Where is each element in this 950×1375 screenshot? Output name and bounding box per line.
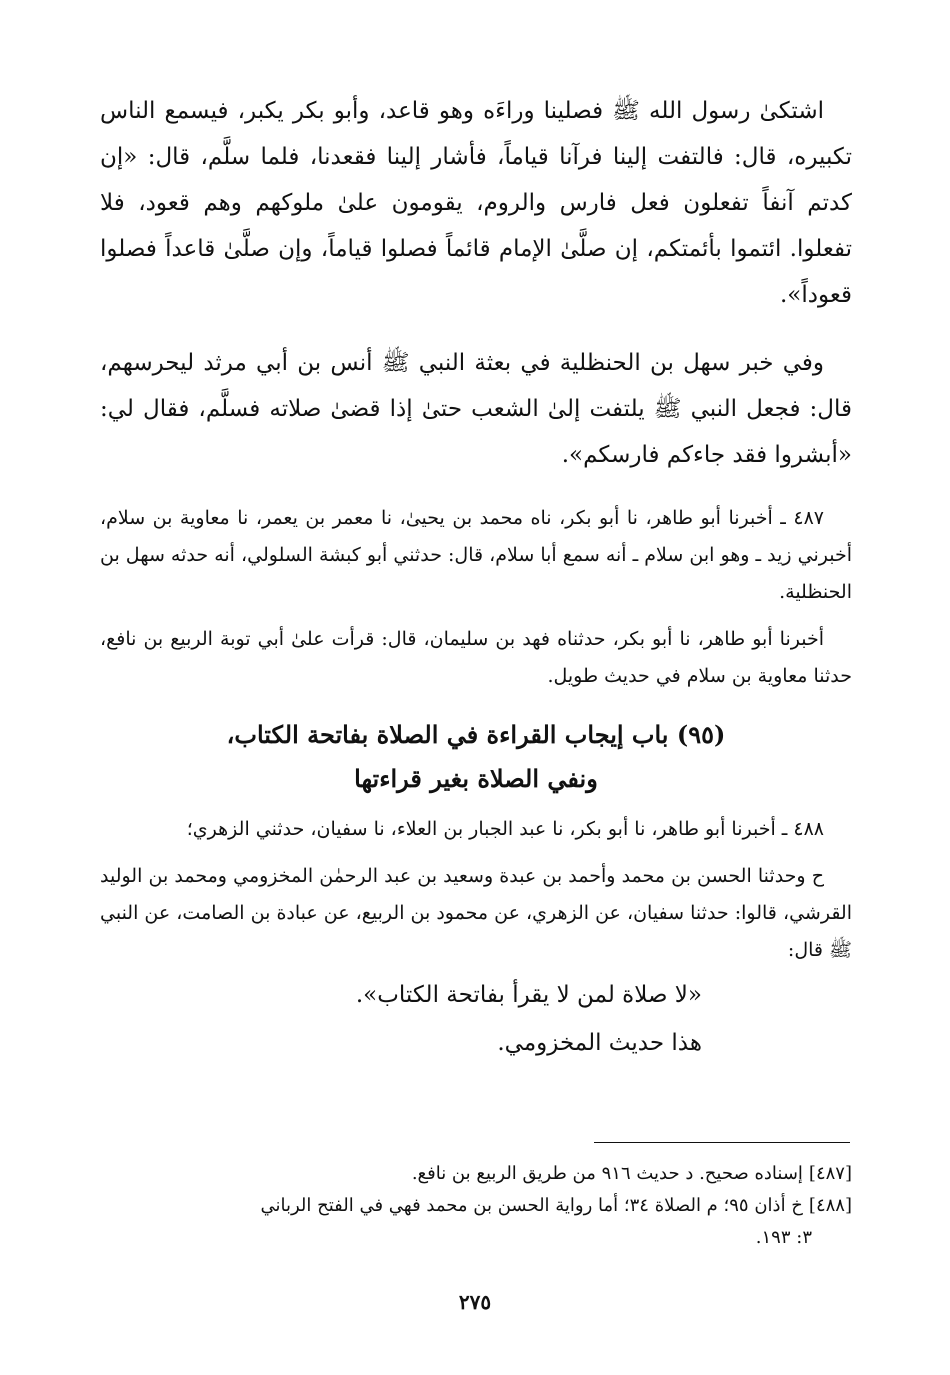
footnote-488 bbox=[100, 1190, 852, 1222]
chapter-heading bbox=[100, 713, 852, 801]
page-body bbox=[100, 88, 852, 1065]
page-number: ٢٧٥ bbox=[458, 1290, 492, 1314]
footnote-488-text: خ أذان ٩٥؛ م الصلاة ٣٤؛ أما رواية الحسن بن محمد فهي في الفتح الرباني bbox=[260, 1195, 803, 1216]
narration-488-second-chain: ح وحدثنا الحسن بن محمد وأحمد بن عبدة وسعيد بن عبد الرحمٰن المخزومي ومحمد بن الوليد القرشي، قالوا: حدثنا سفيان، عن الزهري، عن محمود بن الربيع، عن عبادة بن الصامت، عن النبي ﷺ قال: bbox=[100, 865, 852, 961]
narration-488: ٤٨٨ ـ أخبرنا أبو طاهر، نا أبو بكر، نا عبد الجبار بن العلاء، نا سفيان، حدثني الزهري؛ bbox=[186, 818, 824, 840]
paragraph-main-1: اشتكىٰ رسول الله ﷺ فصلينا وراءَه وهو قاعد، وأبو بكر يكبر، فيسمع الناس تكبيره، قال: فالتفت إلينا فرآنا قياماً، فأشار إلينا فقعدنا، فلما سلَّم، قال: «إن كدتم آنفاً تفعلون فعل فارس والروم، يقومون علىٰ ملوكهم وهم قعود، فلا تفعلوا. ائتموا بأئمتكم، إن صلَّىٰ الإمام قائماً فصلوا قياماً، وإن صلَّىٰ قاعداً فصلوا قعوداً». bbox=[100, 98, 852, 308]
footnote-487-number: [٤٨٧] bbox=[808, 1163, 852, 1184]
chapter-heading-line-1: (٩٥) باب إيجاب القراءة في الصلاة بفاتحة الكتاب، bbox=[226, 720, 726, 749]
footnote-divider bbox=[594, 1142, 850, 1143]
footnote-487 bbox=[100, 1158, 852, 1190]
footnote-488-number: [٤٨٨] bbox=[808, 1195, 852, 1216]
closing-remark: هذا حديث المخزومي. bbox=[497, 1030, 702, 1056]
hadith-text: «لا صلاة لمن لا يقرأ بفاتحة الكتاب». bbox=[355, 982, 702, 1008]
footnotes bbox=[100, 1158, 852, 1254]
paragraph-main-2: وفي خبر سهل بن الحنظلية في بعثة النبي ﷺ أنس بن أبي مرثد ليحرسهم، قال: فجعل النبي ﷺ يلتفت إلىٰ الشعب حتىٰ إذا قضىٰ صلاته فسلَّم، فقال لي: «أبشروا فقد جاءكم فارسكم». bbox=[100, 350, 852, 468]
footnote-487-text: إسناده صحيح. د حديث ٩١٦ من طريق الربيع بن نافع. bbox=[411, 1163, 803, 1184]
narration-487: ٤٨٧ ـ أخبرنا أبو طاهر، نا أبو بكر، ناه محمد بن يحيىٰ، نا معمر بن يعمر، نا معاوية بن سلام، أخبرني زيد ـ وهو ابن سلام ـ أنه سمع أبا سلام، قال: حدثني أبو كبشة السلولي، أنه حدثه سهل بن الحنظلية. bbox=[100, 507, 852, 603]
narration-487-second-chain: أخبرنا أبو طاهر، نا أبو بكر، حدثناه فهد بن سليمان، قال: قرأت علىٰ أبي توبة الربيع بن نافع، حدثنا معاوية بن سلام في حديث طويل. bbox=[100, 628, 852, 687]
footnote-488-continuation: ٣: ١٩٣. bbox=[755, 1227, 812, 1248]
chapter-heading-line-2: ونفي الصلاة بغير قراءتها bbox=[354, 764, 598, 793]
